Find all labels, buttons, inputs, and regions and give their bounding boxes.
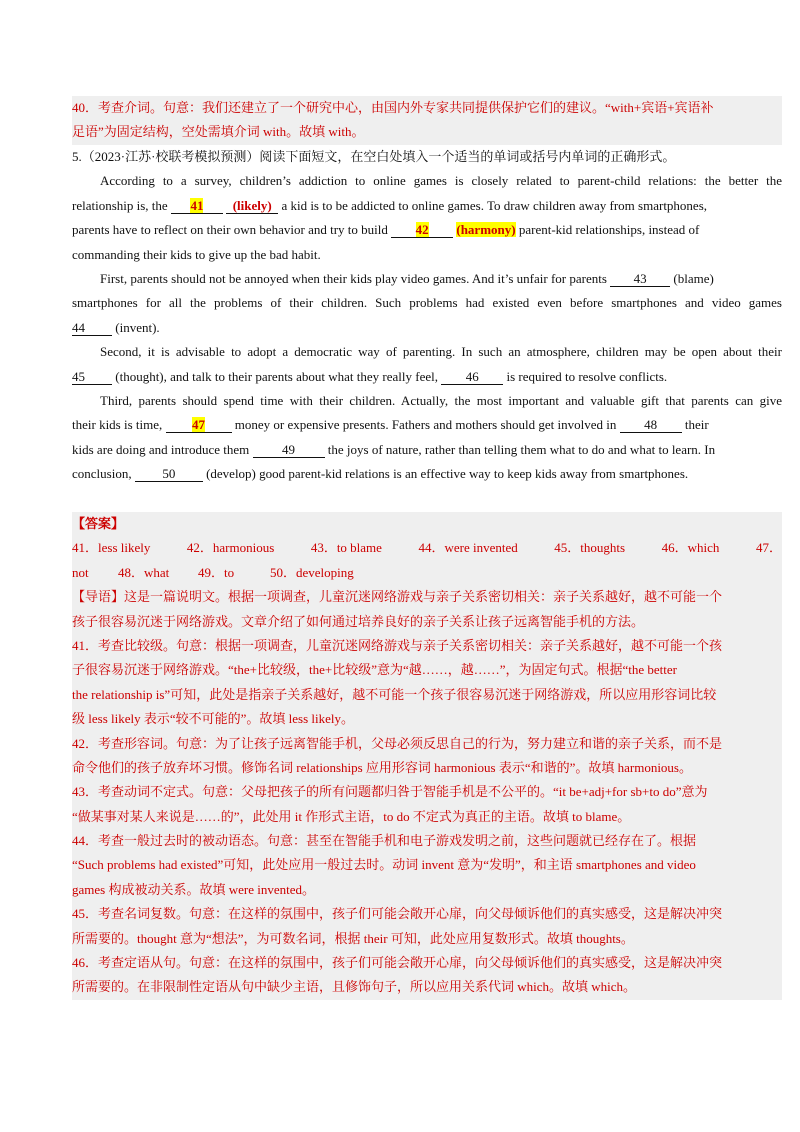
answer-row-2 — [72, 561, 782, 585]
explanation-line: “Such problems had existed”可知，此处应用一般过去时。动词 invent 意为“发明”，和主语 smartphones and video — [72, 857, 696, 873]
p1-text: a kid is to be addicted to online games. To draw children away from smartphones, — [281, 197, 708, 213]
p4-line-1: Third, parents should spend time with their children. Actually, the most important and valuable gift that parents can give — [100, 392, 782, 408]
explanation-40 — [72, 96, 782, 145]
answer-item: 42．harmonious — [186, 540, 275, 556]
blank-48[interactable]: 48 — [620, 417, 682, 433]
explanation-40-line-2: 足语”为固定结构，空处需填介词 with。故填 with。 — [72, 124, 365, 140]
hint-42: (harmony) — [456, 222, 516, 238]
explanation-line: “做某事对某人来说是……的”，此处用 it 作形式主语，to do 不定式为真正的主语。故填 to blame。 — [72, 808, 631, 824]
question-5 — [72, 145, 782, 486]
p4-text: kids are doing and introduce them — [72, 441, 250, 457]
explanation-line: 41．考查比较级。句意：根据一项调查，儿童沉迷网络游戏与亲子关系密切相关：亲子关系越好，越不可能一个孩 — [72, 637, 723, 653]
blank-46[interactable]: 46 — [441, 369, 503, 385]
answer-item: 47． — [755, 540, 782, 556]
explanation-line: 42．考查形容词。句意：为了让孩子远离智能手机，父母必须反思自己的行为，努力建立和谐的亲子关系，而不是 — [72, 735, 723, 751]
p2-text: (blame) — [673, 270, 714, 286]
p4-text: (develop) good parent-kid relations is an effective way to keep kids away from smartphones. — [206, 466, 689, 482]
p4-text: money or expensive presents. Fathers and mothers should get involved in — [234, 417, 617, 433]
hint-41: (likely) — [226, 198, 278, 214]
blank-47-number: 47 — [192, 417, 206, 433]
explanation-line: 级 less likely 表示“较不可能的”。故填 less likely。 — [72, 711, 355, 727]
p3-text: is required to resolve conflicts. — [506, 368, 668, 384]
p1-text: parent-kid relationships, instead of — [518, 222, 700, 238]
p2-line-2: smartphones for all the problems of their children. Such problems had existed even before smartphones and video games — [72, 295, 782, 311]
blank-43[interactable]: 43 — [610, 271, 670, 287]
p3-line-2 — [72, 365, 782, 389]
p4-line-3 — [72, 438, 782, 462]
answer-row-1 — [72, 536, 782, 560]
blank-41[interactable] — [171, 198, 223, 214]
explanation-line: 孩子很容易沉迷于网络游戏。文章介绍了如何通过培养良好的亲子关系让孩子远离智能手机的方法。 — [72, 613, 645, 629]
p4-text: their — [684, 417, 709, 433]
p4-line-4 — [72, 462, 782, 486]
p3-text: (thought), and talk to their parents about what they really feel, — [115, 368, 438, 384]
question-heading: 5.（2023·江苏·校联考模拟预测）阅读下面短文，在空白处填入一个适当的单词或括号内单词的正确形式。 — [72, 149, 676, 164]
p1-line-2 — [72, 194, 782, 218]
p1-line-1: According to a survey, children’s addiction to online games is closely related to parent-child relations: the better the — [100, 173, 782, 189]
p2-line-3 — [72, 316, 782, 340]
answer-item: 48．what — [118, 564, 170, 580]
p3-line-1: Second, it is advisable to adopt a democratic way of parenting. In such an atmosphere, children may be open about their — [100, 344, 782, 360]
blank-45[interactable]: 45 — [72, 369, 112, 385]
answer-title: 【答案】 — [72, 516, 125, 531]
p2-text: First, parents should not be annoyed when their kids play video games. And it’s unfair for parents — [100, 270, 607, 286]
explanation-line: 43．考查动词不定式。句意：父母把孩子的所有问题都归咎于智能手机是不公平的。“it be+adj+for sb+to do”意为 — [72, 784, 708, 800]
answer-item: 45．thoughts — [554, 540, 626, 556]
blank-44[interactable]: 44 — [72, 320, 112, 336]
p1-text: relationship is, the — [72, 197, 168, 213]
answer-item: 46．which — [661, 540, 720, 556]
answer-item: not — [72, 564, 89, 580]
answer-section — [72, 512, 782, 1000]
blank-47[interactable] — [166, 417, 232, 433]
explanation-line: 命令他们的孩子放弃坏习惯。修饰名词 relationships 应用形容词 harmonious 表示“和谐的”。故填 harmonious。 — [72, 759, 692, 775]
explanation-line: 所需要的。在非限制性定语从句中缺少主语，且修饰句子，所以应用关系代词 which。故填 which。 — [72, 979, 637, 995]
blank-50[interactable]: 50 — [135, 466, 203, 482]
answer-item: 41．less likely — [72, 540, 151, 556]
explanation-40-line-1: 40．考查介词。句意：我们还建立了一个研究中心，由国内外专家共同提供保护它们的建议。“with+宾语+宾语补 — [72, 100, 714, 115]
explanation-line: 所需要的。thought 意为“想法”，为可数名词，根据 their 可知，此处应用复数形式。故填 thoughts。 — [72, 930, 634, 946]
explanation-line: games 构成被动关系。故填 were invented。 — [72, 881, 315, 897]
p4-line-2 — [72, 413, 782, 437]
answer-item: 44．were invented — [418, 540, 518, 556]
p1-text: parents have to reflect on their own behavior and try to build — [72, 222, 388, 238]
p2-line-1 — [72, 267, 782, 291]
answer-item: 50．developing — [270, 564, 354, 580]
p2-text: (invent). — [115, 319, 160, 335]
p4-text: their kids is time, — [72, 417, 163, 433]
explanation-line: 44．考查一般过去时的被动语态。句意：甚至在智能手机和电子游戏发明之前，这些问题就已经存在了。根据 — [72, 833, 697, 849]
explanation-line: the relationship is”可知，此处是指亲子关系越好，越不可能一个孩子很容易沉迷于网络游戏，所以应用形容词比较 — [72, 686, 717, 702]
blank-42-number: 42 — [415, 222, 429, 238]
explanation-line: 【导语】这是一篇说明文。根据一项调查，儿童沉迷网络游戏与亲子关系密切相关：亲子关系越好，越不可能一个 — [72, 589, 723, 605]
explanation-line: 46．考查定语从句。句意：在这样的氛围中，孩子们可能会敞开心扉，向父母倾诉他们的真实感受，这是解决冲突 — [72, 955, 723, 971]
p1-line-3 — [72, 218, 782, 242]
answer-item: 49．to — [198, 564, 235, 580]
p4-text: conclusion, — [72, 466, 132, 482]
p1-line-4: commanding their kids to give up the bad habit. — [72, 246, 321, 262]
explanation-line: 45．考查名词复数。句意：在这样的氛围中，孩子们可能会敞开心扉，向父母倾诉他们的真实感受，这是解决冲突 — [72, 906, 723, 922]
explanation-line: 子很容易沉迷于网络游戏。“the+比较级，the+比较级”意为“越……，越……”，为固定句式。根据“the better — [72, 662, 678, 678]
blank-41-number: 41 — [190, 197, 204, 213]
blank-42[interactable] — [391, 222, 453, 238]
blank-49[interactable]: 49 — [253, 442, 325, 458]
p4-text: the joys of nature, rather than telling them what to do and what to learn. In — [327, 441, 716, 457]
answer-item: 43．to blame — [310, 540, 382, 556]
